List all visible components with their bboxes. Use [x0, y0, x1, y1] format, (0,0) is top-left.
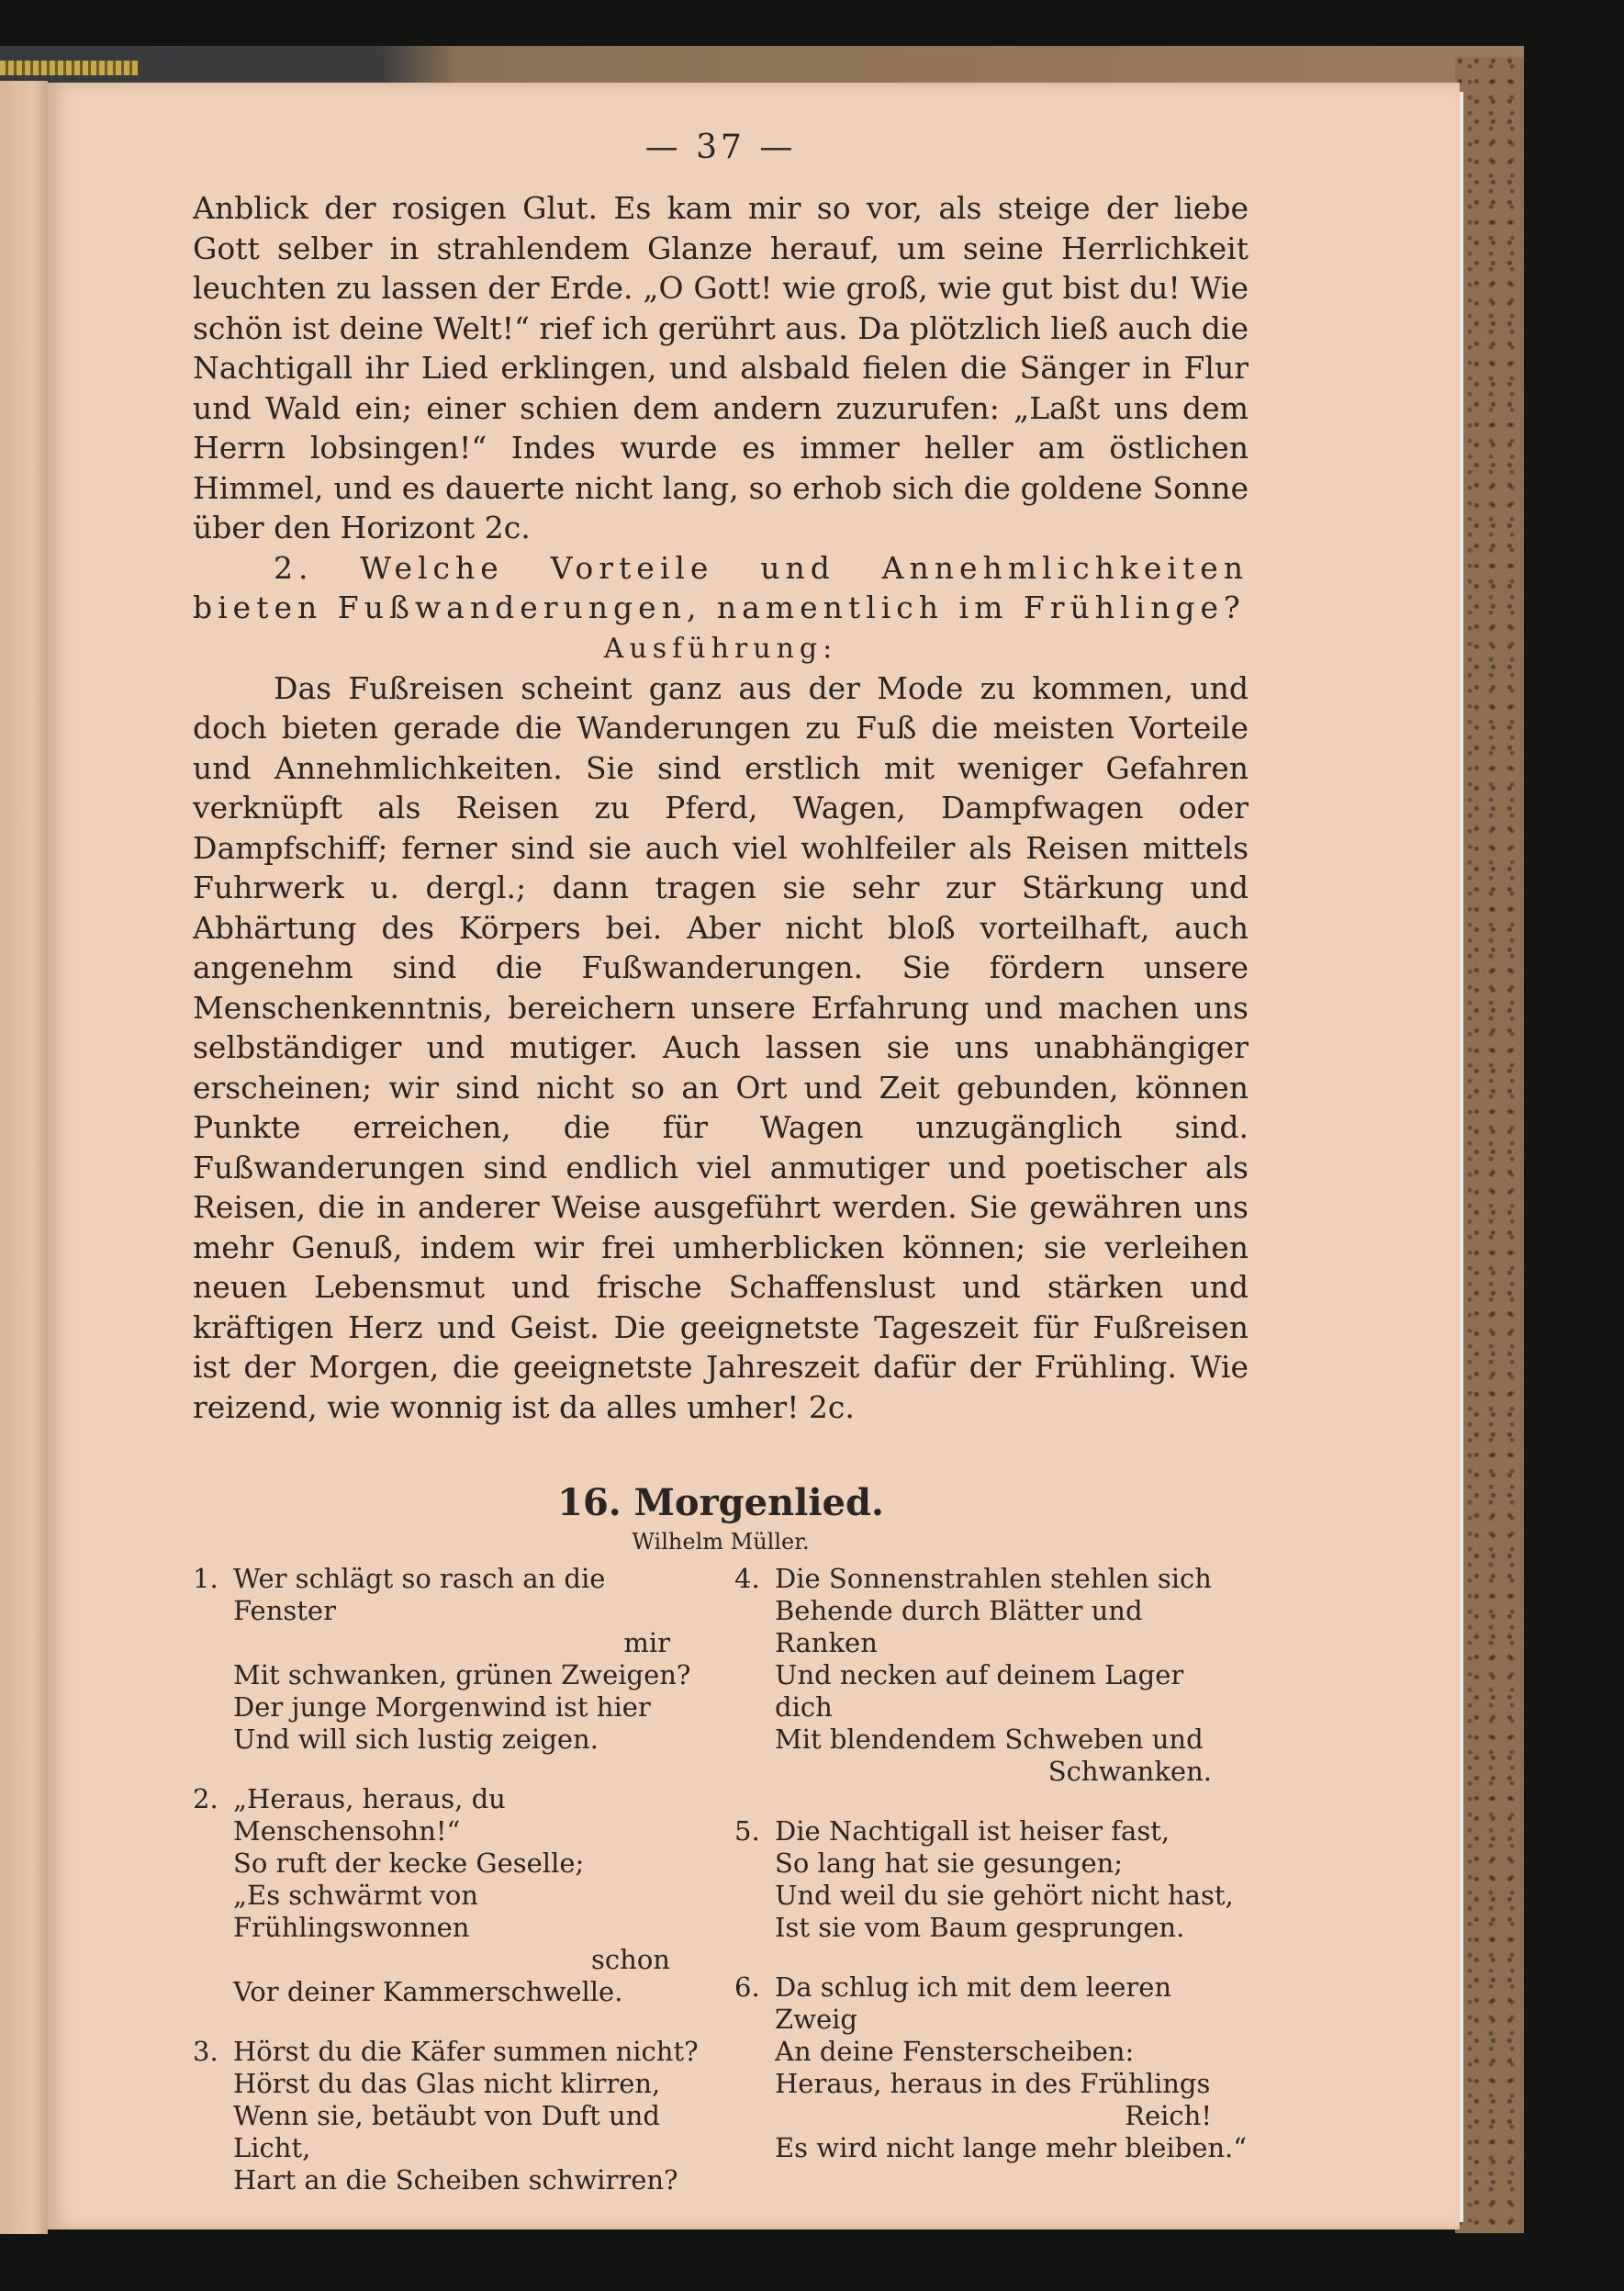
verse-line: Heraus, heraus in des Frühlings — [775, 2068, 1211, 2099]
verse-line: So lang hat sie gesungen; — [775, 1847, 1124, 1879]
verse-line: Die Sonnenstrahlen stehlen sich — [775, 1563, 1212, 1594]
spine-gilt — [0, 61, 138, 75]
poem-title: 16. Morgenlied. — [557, 1481, 884, 1524]
book-cover-top — [0, 46, 1524, 84]
stanza-number: 2. — [193, 1783, 218, 1814]
essay-paragraph: Das Fußreisen scheint ganz aus der Mode zu kommen, und doch bieten gerade die Wanderungen zu Fuß die meisten Vorteile und Annehmlichkeiten. Sie sind erstlich mit weniger Gefahren verknüpft als Reisen zu Pferd, Wagen, Dampfwagen oder Dampfschiff; ferner sind sie auch viel wohlfeiler als Reisen mittels Fuhrwerk u. dergl.; dann tragen sie sehr zur Stärkung und Abhärtung des Körpers bei. Aber nicht bloß vorteilhaft, auch angenehm sind die Fußwanderungen. Sie fördern unsere Menschenkenntnis, bereichern unsere Erfahrung und machen uns selbständiger und mutiger. Auch lassen sie uns unabhängiger erscheinen; wir sind nicht so an Ort und Zeit gebunden, können Punkte erreichen, die für Wagen unzugänglich sind. Fußwanderungen sind endlich viel anmutiger und poetischer als Reisen, die in anderer Weise ausgeführt werden. Sie gewähren uns mehr Genuß, indem wir frei umherblicken können; sie verleihen neuen Lebensmut und frische Schaffenslust und stärken und kräftigen Herz und Geist. Die geeignetste Tageszeit für Fußreisen ist der Morgen, die geeignetste Jahreszeit dafür der Frühling. Wie reizend, wie wonnig ist da alles umher! 2c. — [193, 669, 1249, 1425]
verse-line: Hörst du das Glas nicht klirren, — [233, 2068, 661, 2099]
poem-columns — [193, 1563, 1249, 2224]
verse-line: Mit schwanken, grünen Zweigen? — [233, 1659, 691, 1690]
facing-page-edge — [0, 81, 48, 2234]
verse-line: „Es schwärmt von Frühlingswonnen — [233, 1880, 478, 1943]
verse-line: Ist sie vom Baum gesprungen. — [775, 1912, 1185, 1943]
stanza-number: 1. — [193, 1563, 218, 1594]
verse-line: Der junge Morgenwind ist hier — [233, 1691, 651, 1723]
poem-right-column — [734, 1563, 1249, 2224]
page-number: — 37 — — [644, 129, 797, 166]
verse-line: „Heraus, heraus, du Menschensohn!“ — [233, 1783, 506, 1847]
verse-continuation: Reich! — [1125, 2100, 1212, 2131]
intro-paragraph: Anblick der rosigen Glut. Es kam mir so vor, als steige der liebe Gott selber in strahlendem Glanze herauf, um seine Herrlichkeit leuchten zu lassen der Erde. „O Gott! wie groß, wie gut bist du! Wie schön ist deine Welt!“ rief ich gerührt aus. Da plötzlich ließ auch die Nachtigall ihr Lied erklingen, und alsbald fielen die Sänger in Flur und Wald ein; einer schien dem andern zuzurufen: „Laßt uns dem Herrn lobsingen!“ Indes wurde es immer heller am östlichen Himmel, und es dauerte nicht lang, so erhob sich die goldene Sonne über den Horizont 2c. — [193, 190, 1249, 545]
essay-question: 2. Welche Vorteile und Annehmlichkeiten bieten Fußwanderungen, namentlich im Frühlinge? — [193, 549, 1249, 625]
page-content — [193, 129, 1249, 2224]
stanza-4 — [734, 1563, 1249, 1788]
stanza-2 — [193, 1783, 707, 2008]
verse-line: Die Nachtigall ist heiser fast, — [775, 1815, 1170, 1847]
verse-line: Vor deiner Kammerschwelle. — [233, 1976, 623, 2007]
book-cover-right — [1455, 57, 1524, 2233]
verse-line: Und necken auf deinem Lager dich — [775, 1659, 1184, 1723]
verse-line: Wenn sie, betäubt von Duft und Licht, — [233, 2100, 660, 2163]
verse-line: Und weil du sie gehört nicht hast, — [775, 1880, 1234, 1911]
stanza-3 — [193, 2036, 707, 2196]
verse-line: Hörst du die Käfer summen nicht? — [233, 2036, 699, 2067]
verse-line: Da schlug ich mit dem leeren Zweig — [775, 1971, 1172, 2035]
stanza-1 — [193, 1563, 707, 1756]
poem-left-column — [193, 1563, 707, 2224]
verse-continuation: Schwanken. — [1047, 1756, 1212, 1787]
verse-line: Und will sich lustig zeigen. — [233, 1724, 599, 1755]
ausfuehrung-label: Ausführung: — [603, 632, 838, 665]
verse-line: An deine Fensterscheiben: — [775, 2036, 1135, 2067]
verse-line: Hart an die Scheiben schwirren? — [233, 2164, 678, 2196]
stanza-6 — [734, 1971, 1249, 2164]
stanza-number: 4. — [734, 1563, 760, 1594]
verse-line: So ruft der kecke Geselle; — [233, 1847, 585, 1879]
verse-line: Wer schlägt so rasch an die Fenster — [233, 1563, 606, 1626]
stanza-number: 6. — [734, 1971, 760, 2003]
verse-continuation: mir — [623, 1627, 670, 1658]
verse-continuation: schon — [591, 1944, 670, 1975]
verse-line: Behende durch Blätter und Ranken — [775, 1595, 1143, 1658]
verse-line: Es wird nicht lange mehr bleiben.“ — [775, 2132, 1248, 2163]
stanza-number: 5. — [734, 1815, 760, 1847]
stanza-number: 3. — [193, 2036, 218, 2067]
stanza-5 — [734, 1815, 1249, 1944]
verse-line: Mit blendendem Schweben und — [775, 1724, 1204, 1755]
poem-author: Wilhelm Müller. — [632, 1529, 810, 1555]
